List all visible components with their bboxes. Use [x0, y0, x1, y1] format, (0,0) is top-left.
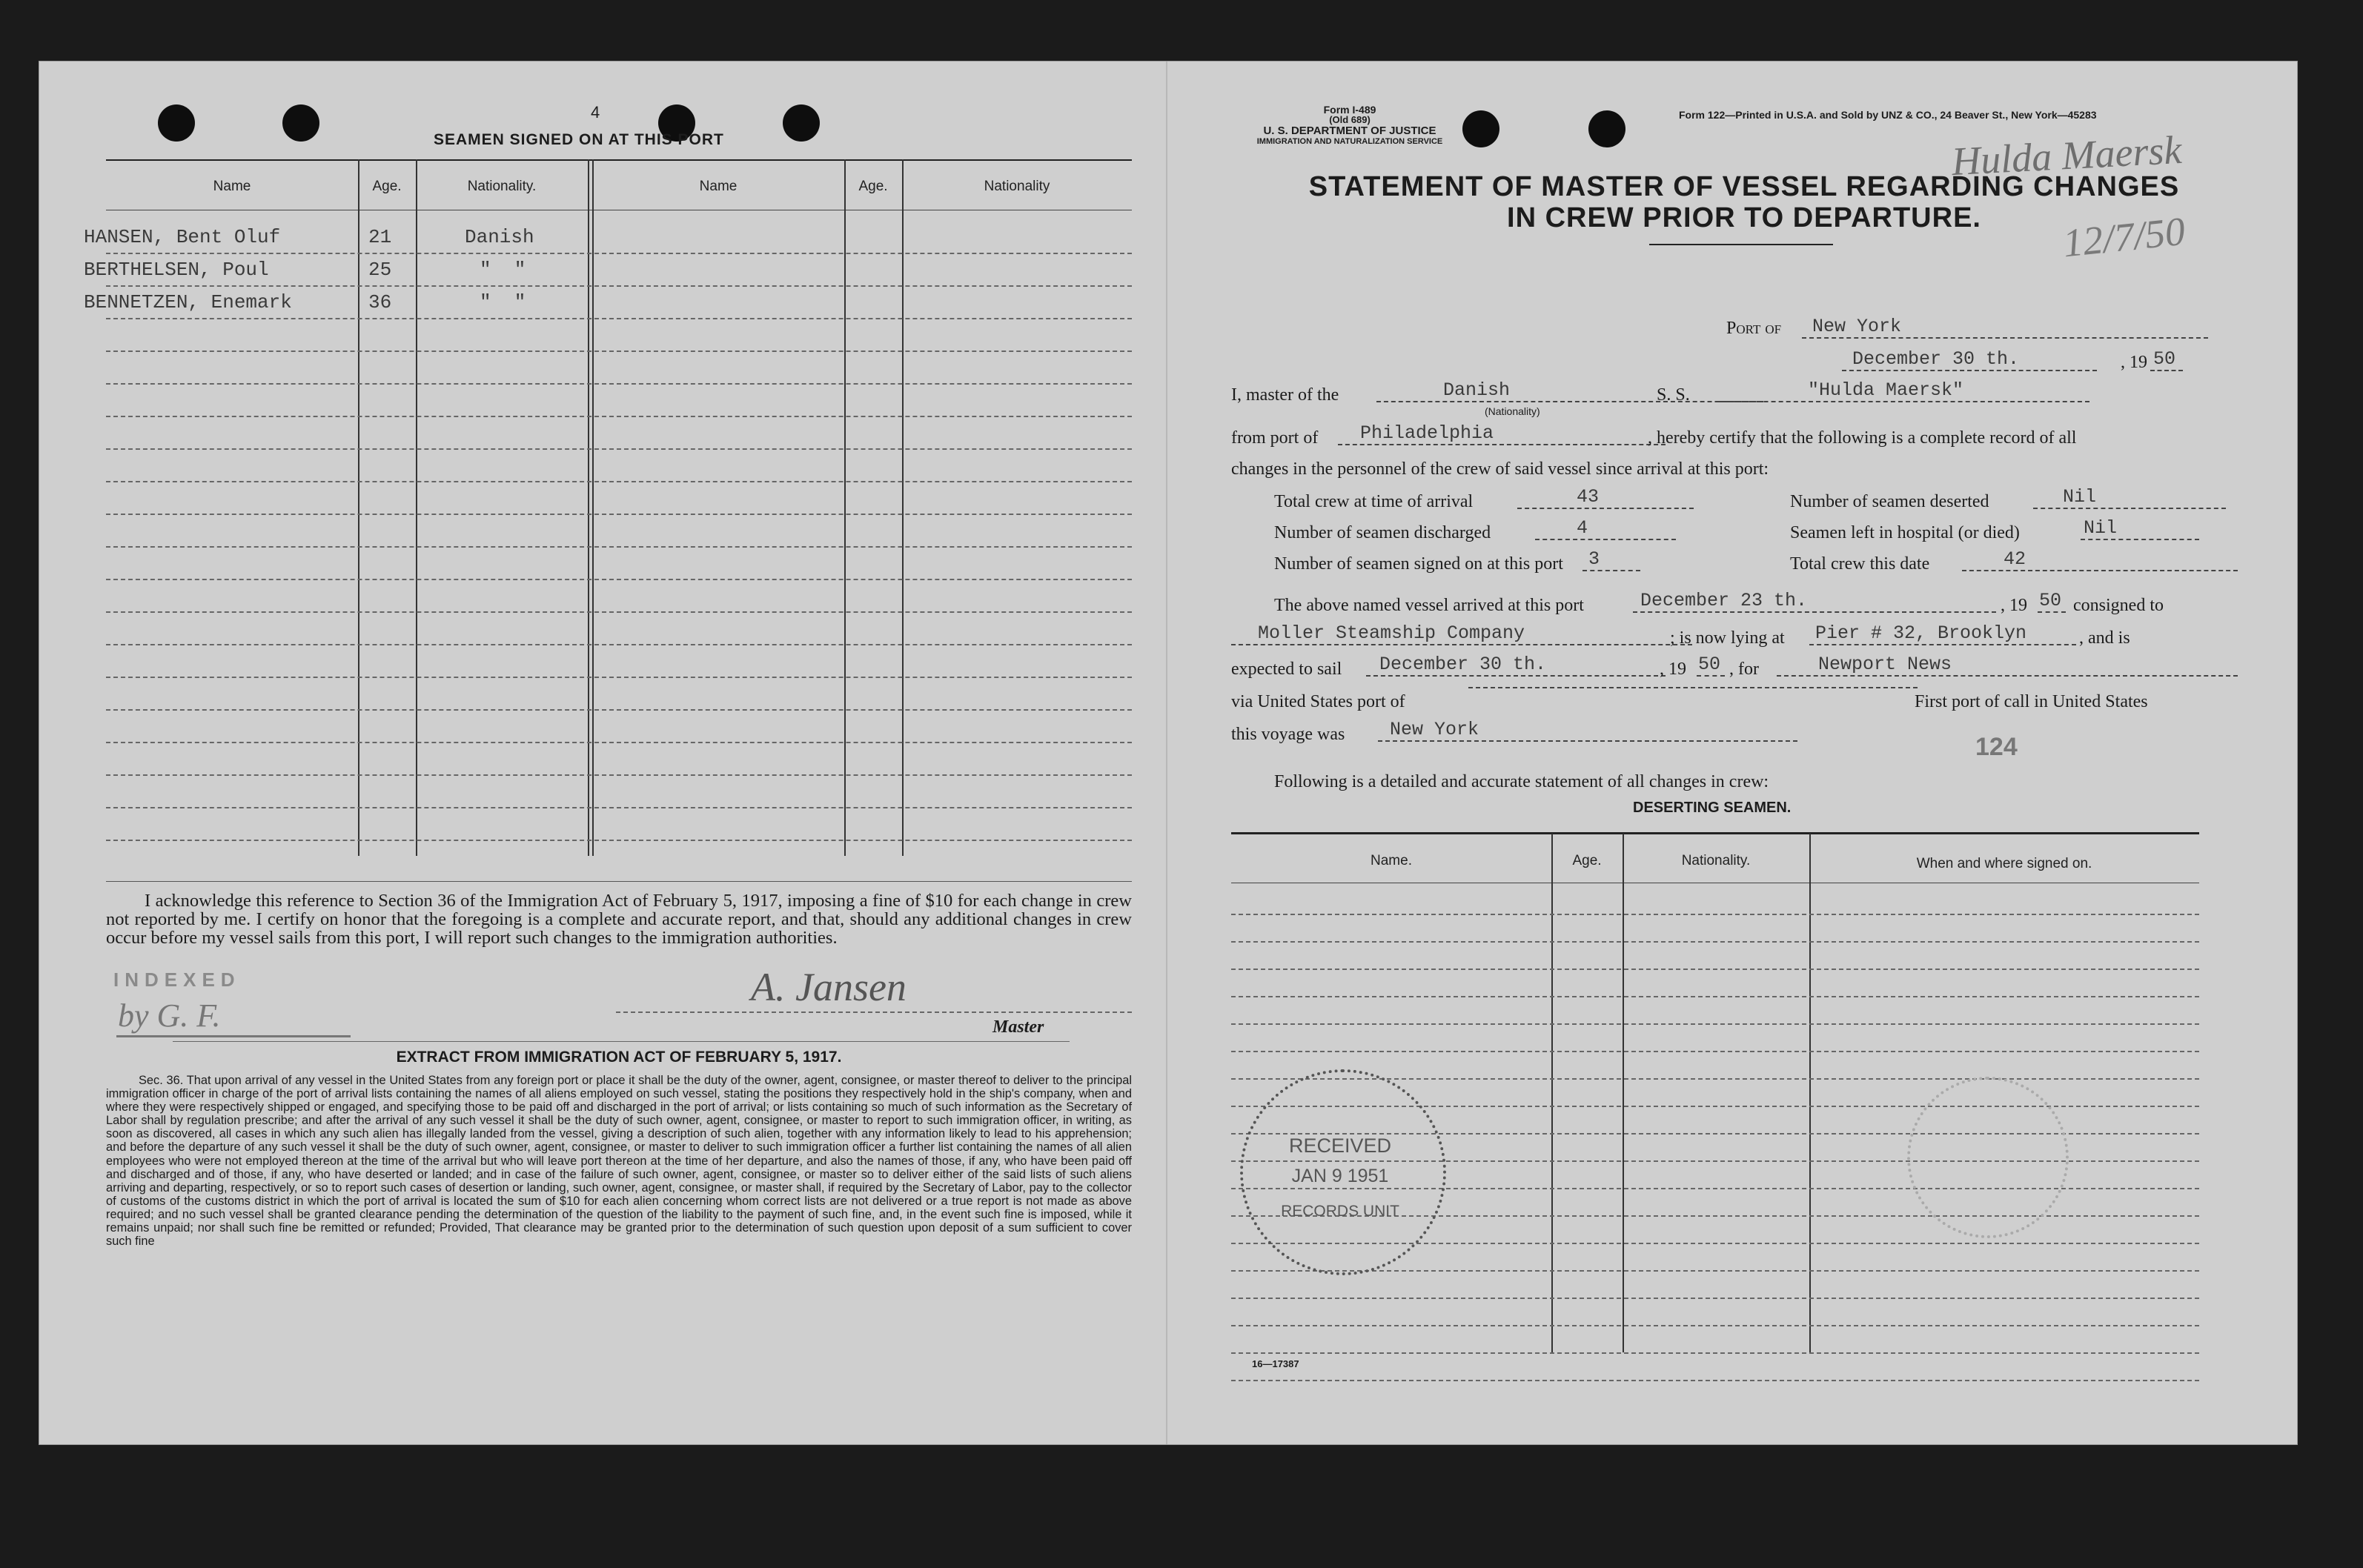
seaman-nationality: " "	[480, 259, 526, 281]
page-number: 4	[591, 103, 600, 122]
page-fold	[1166, 62, 1167, 1444]
column-divider	[844, 159, 846, 856]
seaman-name: BERTHELSEN, Poul	[84, 259, 269, 281]
deserting-header-age: Age.	[1572, 853, 1602, 868]
table-row-line	[106, 774, 1132, 776]
total-crew-arrival-value: 43	[1517, 487, 1694, 509]
table-top-rule	[106, 159, 1132, 161]
seaman-nationality: Danish	[465, 226, 534, 248]
table-row-line	[106, 351, 1132, 352]
seaman-age: 25	[368, 259, 392, 281]
consignee-value: Moller Steamship Company	[1231, 623, 1692, 645]
hospital-value: Nil	[2081, 518, 2199, 540]
table-row-line	[1231, 1352, 2199, 1354]
table-row-line	[106, 448, 1132, 450]
from-port-value: Philadelphia	[1338, 423, 1666, 445]
table-row-line	[106, 416, 1132, 417]
deserting-header-name: Name.	[1371, 853, 1412, 868]
table-row-line	[106, 840, 1132, 841]
deserted-label: Number of seamen deserted	[1790, 492, 1989, 511]
title-underline	[1649, 244, 1833, 245]
received-stamp-date: JAN 9 1951	[1291, 1166, 1389, 1186]
table-row-line	[106, 611, 1132, 613]
table-row-line	[106, 546, 1132, 548]
table-bottom-rule	[106, 881, 1132, 882]
deserting-title: DESERTING SEAMEN.	[1633, 800, 1792, 816]
seaman-nationality: " "	[480, 291, 526, 313]
signed-on-label: Number of seamen signed on at this port	[1274, 554, 1563, 574]
table-row-line	[106, 742, 1132, 743]
column-divider	[1623, 834, 1624, 1352]
column-divider	[416, 159, 417, 856]
table-row-line	[1231, 914, 2199, 915]
from-port-label: from port of	[1231, 428, 1319, 448]
column-header-nationality: Nationality	[984, 179, 1050, 194]
voyage-label: this voyage was	[1231, 725, 1345, 744]
extract-title: EXTRACT FROM IMMIGRATION ACT OF FEBRUARY 5, 1917.	[396, 1049, 842, 1066]
signature-line	[616, 1011, 1132, 1013]
total-crew-date-value: 42	[1962, 549, 2238, 571]
footer-code: 16—17387	[1252, 1358, 1299, 1369]
table-row-line	[106, 514, 1132, 515]
deserted-value: Nil	[2033, 487, 2226, 509]
seaman-age: 21	[368, 226, 392, 248]
for-label: , for	[1729, 660, 1759, 679]
handwritten-date: 12/7/50	[2061, 208, 2187, 266]
table-row-line	[1231, 1270, 2199, 1272]
expected-label: expected to sail	[1231, 660, 1342, 679]
lying-label: ; is now lying at	[1670, 628, 1785, 648]
expected-year-prefix: , 19	[1660, 660, 1686, 679]
master-signature: A. Jansen	[751, 965, 907, 1009]
year-prefix: , 19	[2121, 353, 2147, 372]
table-row-line	[106, 253, 1132, 254]
table-row-line	[106, 579, 1132, 580]
left-page-title: SEAMEN SIGNED ON AT THIS PORT	[434, 131, 724, 148]
table-row-line	[1231, 996, 2199, 997]
first-call-label: First port of call in United States	[1915, 692, 2148, 711]
lying-value: Pier # 32, Brooklyn	[1809, 623, 2076, 645]
sheet-number: 124	[1975, 733, 2018, 761]
table-row-line	[106, 644, 1132, 645]
discharged-label: Number of seamen discharged	[1274, 523, 1491, 542]
printer-note: Form 122—Printed in U.S.A. and Sold by UNZ & CO., 24 Beaver St., New York—45283	[1679, 109, 2097, 121]
table-row-line	[106, 807, 1132, 808]
total-crew-date-label: Total crew this date	[1790, 554, 1930, 574]
column-divider	[902, 159, 904, 856]
year-value: 50	[2150, 349, 2183, 371]
consigned-label: consigned to	[2073, 596, 2164, 615]
arrived-label: The above named vessel arrived at this port	[1274, 596, 1584, 615]
handwritten-ship-name: Hulda Maersk	[1950, 127, 2183, 185]
table-row-line	[1231, 969, 2199, 970]
total-crew-arrival-label: Total crew at time of arrival	[1274, 492, 1474, 511]
signed-on-value: 3	[1582, 549, 1640, 571]
received-stamp-unit: RECORDS UNIT	[1281, 1203, 1399, 1220]
extract-rule	[173, 1041, 1070, 1042]
ship-name: "Hulda Maersk"	[1719, 380, 2089, 402]
table-row-line	[106, 677, 1132, 678]
signature-label: Master	[992, 1017, 1044, 1037]
punch-hole	[282, 104, 319, 142]
master-of-label: I, master of the	[1231, 385, 1339, 405]
column-divider	[1809, 834, 1811, 1352]
changes-text: changes in the personnel of the crew of said vessel since arrival at this port:	[1231, 459, 1769, 479]
indexed-stamp: INDEXED	[113, 969, 241, 991]
table-row-line	[106, 318, 1132, 319]
seaman-name: HANSEN, Bent Oluf	[84, 226, 281, 248]
table-row-line	[1231, 1325, 2199, 1326]
discharged-value: 4	[1535, 518, 1676, 540]
table-row-line	[106, 481, 1132, 482]
date-value: December 30 th.	[1842, 349, 2097, 371]
seaman-name: BENNETZEN, Enemark	[84, 291, 292, 313]
form-number: Form I-489	[1323, 104, 1376, 116]
deserting-header-signed-on: When and where signed on.	[1916, 856, 2092, 871]
vessel-nationality: Danish	[1376, 380, 1763, 402]
expected-value: December 30 th.	[1366, 654, 1666, 677]
port-value: New York	[1802, 316, 2208, 339]
nationality-caption: (Nationality)	[1485, 405, 1540, 417]
form-title-line1: STATEMENT OF MASTER OF VESSEL REGARDING CHANGES	[1308, 171, 2180, 202]
table-row-line	[1231, 1023, 2199, 1025]
punch-hole	[1588, 110, 1625, 147]
department-name: U. S. DEPARTMENT OF JUSTICE	[1263, 124, 1436, 137]
extract-text: Sec. 36. That upon arrival of any vessel in the United States from any foreign port or place it shall be the duty of the owner, agent, consignee, or master thereof to deliver to the principal immigration officer in charge of the port of arrival lists containing the names of all aliens employed on such vessel, stating the positions they respectively hold in the ship's company, when and where they were respectively shipped or engaged, and specifying those to be paid off and discharged in the port of arrival; or lists containing so much of such information as the Secretary of Labor shall by regulation prescribe; and after the arrival of any such vessel it shall be the duty of such owner, agent, consignee, or master to report to such immigration officer, in writing, as soon as discovered, all cases in which any such alien has illegally landed from the vessel, giving a description of such alien, together with any information likely to lead to his apprehension; and before the departure of any such vessel it shall be the duty of such owner, agent, consignee, or master to deliver to such immigration officer a further list containing the names of all alien employees who were not employed thereon at the time of the arrival but who will leave port thereon at the time of her departure, and also the names of those, if any, who have been paid off and discharged and of those, if any, who have deserted or landed; and in case of the failure of such owner, agent, consignee, or master so to deliver either of the said lists of such aliens arriving and departing, respectively, or so to report such cases of desertion or landing, such owner, agent, consignee, or master shall, if required by the Secretary of Labor, pay to the collector of customs of the customs district in which the port of arrival is located the sum of $10 for each alien concerning whom correct lists are not delivered or a true report is not made as above required; and no such vessel shall be granted clearance pending the determination of the question of the liability to the payment of such fine, and, in the event such fine is imposed, while it remains unpaid; nor shall such fine be remitted or refunded; Provided, That clearance may be granted prior to the determination of such question upon deposit of a sum sufficient to cover such fine	[106, 1074, 1132, 1249]
table-row-line	[1231, 1298, 2199, 1299]
table-row-line	[1231, 1380, 2199, 1381]
form-old-number: (Old 689)	[1329, 114, 1371, 125]
table-row-line	[106, 709, 1132, 711]
column-header-name: Name	[699, 179, 738, 194]
indexed-underline	[116, 1035, 351, 1037]
form-title-line2: IN CREW PRIOR TO DEPARTURE.	[1507, 202, 1981, 233]
received-stamp-text: RECEIVED	[1288, 1135, 1392, 1157]
table-row-line	[106, 383, 1132, 385]
and-is-label: , and is	[2079, 628, 2130, 648]
column-divider	[592, 159, 594, 856]
via-value	[1468, 687, 1918, 688]
column-header-nationality: Nationality.	[467, 179, 537, 194]
faint-stamp	[1907, 1077, 2069, 1238]
expected-year: 50	[1697, 654, 1725, 677]
deserting-header-nationality: Nationality.	[1681, 853, 1751, 868]
hospital-label: Seamen left in hospital (or died)	[1790, 523, 2020, 542]
indexed-by-initials: by G. F.	[118, 997, 221, 1034]
voyage-value: New York	[1378, 720, 1797, 742]
acknowledgement-text: I acknowledge this reference to Section 36 of the Immigration Act of February 5, 1917, imposing a fine of $10 for each change in crew not reported by me. I certify on honor that the foregoing is a complete and accurate report, and that, should any additional changes in crew occur before my vessel sails from this port, I will report such changes to the immigration authorities.	[106, 891, 1132, 948]
arrived-year-prefix: , 19	[2001, 596, 2027, 615]
deserting-table-top	[1231, 832, 2199, 834]
port-label: Port of	[1726, 319, 1782, 338]
ss-label: S. S.	[1657, 385, 1690, 405]
service-name: IMMIGRATION AND NATURALIZATION SERVICE	[1256, 137, 1443, 146]
arrived-year: 50	[2038, 591, 2066, 613]
certify-text: , hereby certify that the following is a complete record of all	[1648, 428, 2077, 448]
document-sheet	[39, 61, 2298, 1445]
following-text: Following is a detailed and accurate statement of all changes in crew:	[1274, 772, 1769, 791]
column-divider	[1551, 834, 1553, 1352]
column-divider	[588, 159, 589, 856]
table-row-line	[1231, 1051, 2199, 1052]
punch-hole	[783, 104, 820, 142]
table-row-line	[106, 285, 1132, 287]
via-label: via United States port of	[1231, 692, 1405, 711]
table-row-line	[1231, 941, 2199, 943]
arrived-value: December 23 th.	[1633, 591, 1996, 613]
column-header-age: Age.	[858, 179, 888, 194]
for-value: Newport News	[1777, 654, 2238, 677]
column-divider	[358, 159, 359, 856]
column-header-age: Age.	[372, 179, 402, 194]
punch-hole	[158, 104, 195, 142]
seaman-age: 36	[368, 291, 392, 313]
column-header-name: Name	[213, 179, 251, 194]
